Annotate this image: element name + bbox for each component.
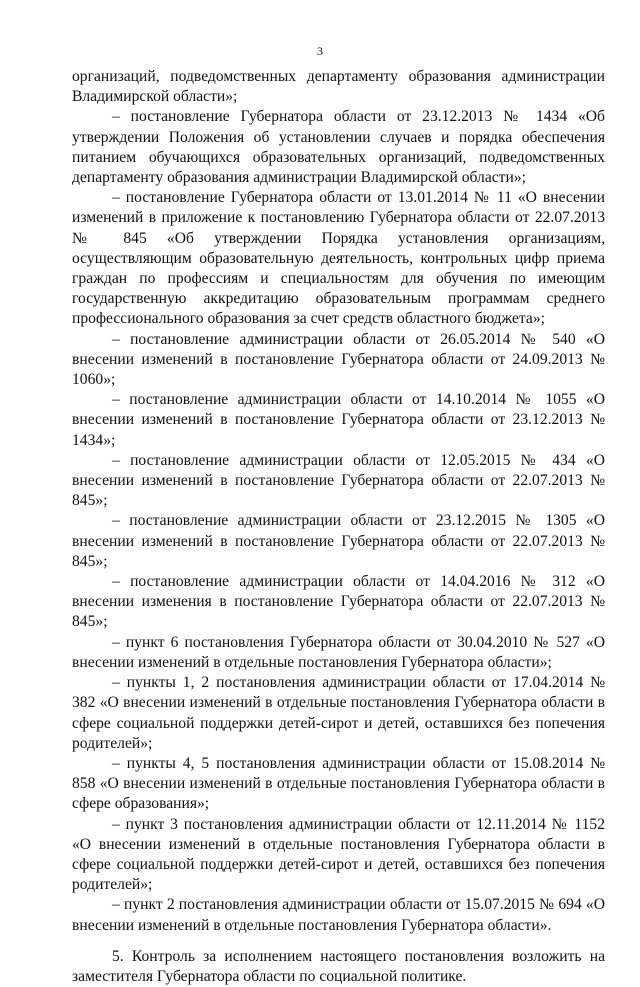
list-item-resolution-858: – пункты 4, 5 постановления администрации области от 15.08.2014 № 858 «О внесении изменений в отдельные постановления Губернатора области в сфере образования»; <box>72 754 605 813</box>
closing-paragraph: 5. Контроль за исполнением настоящего постановления возложить на заместителя Губернатора области по социальной политике. <box>72 947 605 985</box>
document-body <box>72 67 605 987</box>
list-item-resolution-1055: – постановление администрации области от 14.10.2014 № 1055 «О внесении изменений в постановление Губернатора области от 23.12.2013 № 1434»; <box>72 391 605 449</box>
list-item-resolution-382: – пункты 1, 2 постановления администрации области от 17.04.2014 № 382 «О внесении изменений в отдельные постановления Губернатора области в сфере социальной поддержки детей-сирот и детей, оставшихся без попечения родителей»; <box>72 674 605 752</box>
list-item-resolution-694: – пункт 2 постановления администрации области от 15.07.2015 № 694 «О внесении изменений в отдельные постановления Губернатора области». <box>72 896 605 934</box>
list-item-resolution-527: – пункт 6 постановления Губернатора области от 30.04.2010 № 527 «О внесении изменений в отдельные постановления Губернатора области»; <box>72 633 605 671</box>
list-item-resolution-540: – постановление администрации области от 26.05.2014 № 540 «О внесении изменений в постановление Губернатора области от 24.09.2013 № 1060»; <box>72 330 605 389</box>
paragraph-continuation: организаций, подведомственных департаменту образования администрации Владимирской области»; <box>72 68 605 106</box>
list-item-resolution-1305: – постановление администрации области от 23.12.2015 № 1305 «О внесении изменений в постановление Губернатора области от 22.07.2013 № 845»; <box>72 512 605 570</box>
list-item-resolution-11: – постановление Губернатора области от 13.01.2014 № 11 «О внесении изменений в приложение к постановлению Губернатора области от 22.07.2013 № 845 «Об утверждении Порядка установления организациям, осуществляющим образовательную деятельность, контрольных цифр приема граждан по профессиям и специальностям для обучения по имеющим государственную аккредитацию образовательным программам среднего профессионального образования за счет средств областного бюджета»; <box>72 189 605 328</box>
list-item-resolution-434: – постановление администрации области от 12.05.2015 № 434 «О внесении изменений в постановление Губернатора области от 22.07.2013 № 845»; <box>72 451 605 510</box>
page-number: 3 <box>317 44 323 58</box>
list-item-resolution-1434: – постановление Губернатора области от 23.12.2013 № 1434 «Об утверждении Положения об установлении случаев и порядка обеспечения питанием обучающихся образовательных организаций, подведомственных департаменту образования администрации Владимирской области»; <box>72 108 605 187</box>
list-item-resolution-1152: – пункт 3 постановления администрации области от 12.11.2014 № 1152 «О внесении изменений в отдельные постановления Губернатора области в сфере социальной поддержки детей-сирот и детей, оставшихся без попечения родителей»; <box>72 815 605 894</box>
list-item-resolution-312: – постановление администрации области от 14.04.2016 № 312 «О внесении изменения в постановление Губернатора области от 22.07.2013 № 845»; <box>72 573 605 631</box>
